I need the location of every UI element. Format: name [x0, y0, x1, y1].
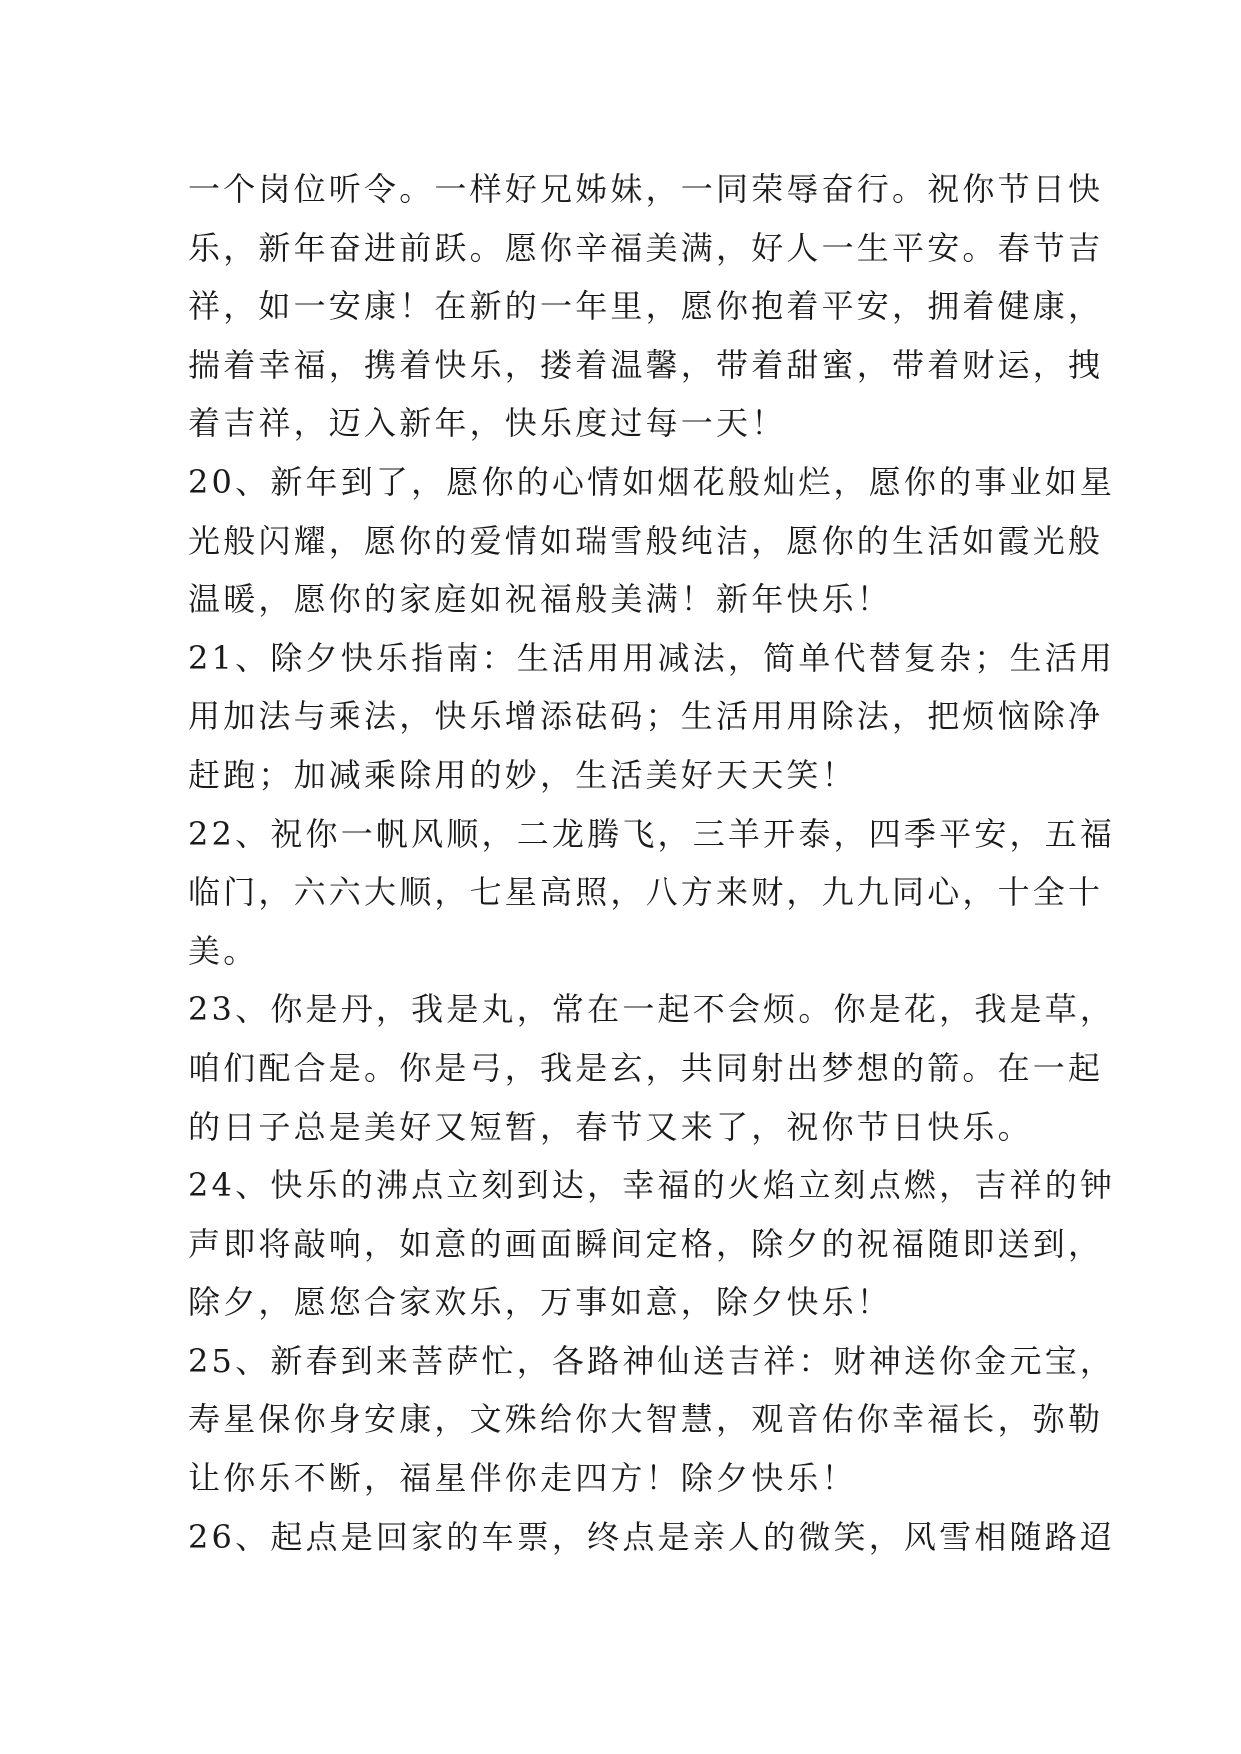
body-text: [188, 160, 1116, 1566]
text-line: 23、你是丹，我是丸，常在一起不会烦。你是花，我是草，: [188, 990, 1116, 1029]
text-line: 光般闪耀，愿你的爱情如瑞雪般纯洁，愿你的生活如霞光般: [188, 521, 1104, 560]
text-line: 26、起点是回家的车票，终点是亲人的微笑，风雪相随路迢: [188, 1517, 1116, 1556]
text-line: 除夕，愿您合家欢乐，万事如意，除夕快乐！: [188, 1283, 893, 1322]
text-line: 24、快乐的沸点立刻到达，幸福的火焰立刻点燃，吉祥的钟: [188, 1166, 1116, 1205]
text-line: 21、除夕快乐指南：生活用用减法，简单代替复杂；生活用: [188, 638, 1116, 677]
text-line: 温暖，愿你的家庭如祝福般美满！新年快乐！: [188, 580, 893, 619]
text-line: 声即将敲响，如意的画面瞬间定格，除夕的祝福随即送到，: [188, 1224, 1104, 1263]
text-line: 临门，六六大顺，七星高照，八方来财，九九同心，十全十: [188, 873, 1104, 912]
text-line: 22、祝你一帆风顺，二龙腾飞，三羊开泰，四季平安，五福: [188, 814, 1116, 853]
text-line: 20、新年到了，愿你的心情如烟花般灿烂，愿你的事业如星: [188, 462, 1116, 501]
text-line: 着吉祥，迈入新年，快乐度过每一天！: [188, 404, 787, 443]
text-line: 乐，新年奋进前跃。愿你辛福美满，好人一生平安。春节吉: [188, 228, 1104, 267]
text-line: 美。: [188, 931, 259, 970]
text-line: 赶跑；加减乘除用的妙，生活美好天天笑！: [188, 755, 857, 794]
text-line: 的日子总是美好又短暂，春节又来了，祝你节日快乐。: [188, 1107, 1033, 1146]
text-line: 让你乐不断，福星伴你走四方！除夕快乐！: [188, 1459, 857, 1498]
text-line: 用加法与乘法，快乐增添砝码；生活用用除法，把烦恼除净: [188, 697, 1104, 736]
text-line: 祥，如一安康！在新的一年里，愿你抱着平安，拥着健康，: [188, 287, 1104, 326]
text-line: 一个岗位听令。一样好兄姊妹，一同荣辱奋行。祝你节日快: [188, 170, 1104, 208]
text-line: 咱们配合是。你是弓，我是玄，共同射出梦想的箭。在一起: [188, 1048, 1104, 1087]
text-line: 揣着幸福，携着快乐，搂着温馨，带着甜蜜，带着财运，拽: [188, 345, 1104, 384]
text-line: 寿星保你身安康，文殊给你大智慧，观音佑你幸福长，弥勒: [188, 1400, 1104, 1439]
text-line: 25、新春到来菩萨忙，各路神仙送吉祥：财神送你金元宝，: [188, 1341, 1116, 1380]
